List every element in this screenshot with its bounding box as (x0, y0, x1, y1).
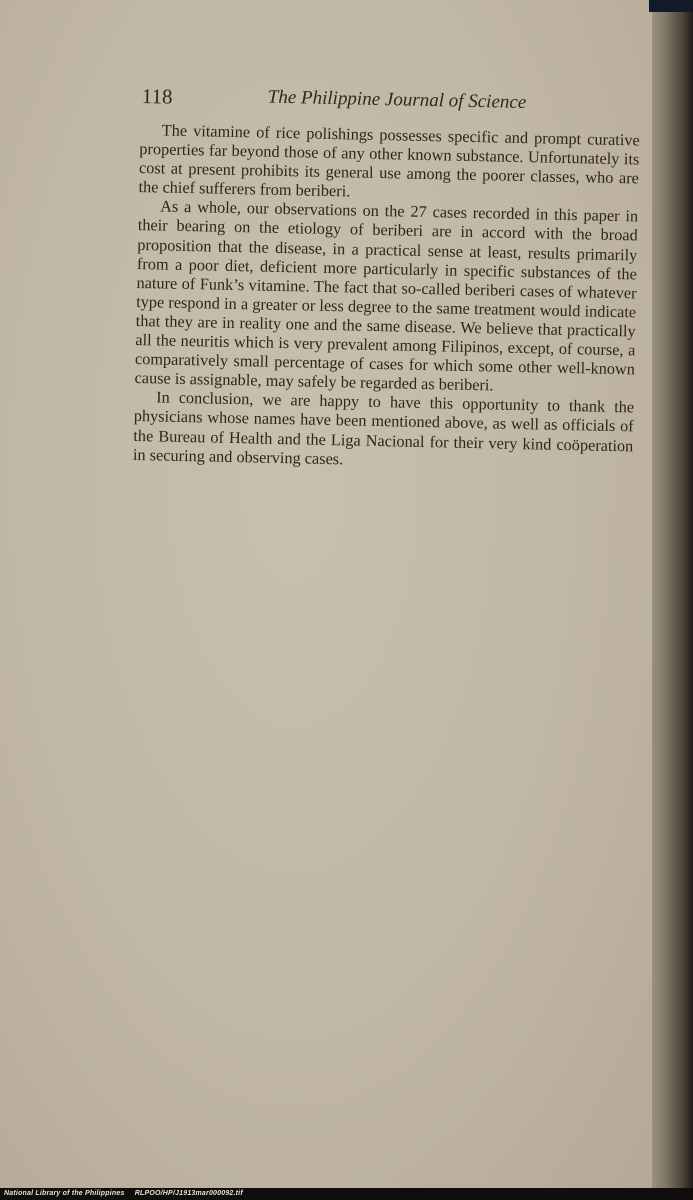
scan-footer (4, 1190, 251, 1197)
paragraph-observations: As a whole, our observations on the 27 cases recorded in this paper in their bearing on the etiology of beriberi are in accord with the broad proposition that the disease, in a practical sense at least, results primarily from a poor diet, deficient more particularly in specific substances of the nature of Funk’s vitamine. The fact that so-called beriberi cases of whatever type respond in a greater or less degree to the same treatment would indicate that they are in reality one and the same disease. We believe that practically all the neuritis which is very prevalent among Filipinos, except, of course, a comparatively small percentage of cases for which some other well-known cause is assignable, may safely be regarded as beriberi. (134, 196, 639, 395)
paragraph-conclusion: In conclusion, we are happy to have this opportunity to thank the physicians whose names have been mentioned above, as well as officials of the Bureau of Health and the Liga Nacional for their very kind coöperation in securing and observing cases. (132, 387, 635, 468)
page-number: 118 (141, 84, 173, 109)
scan-corner (649, 0, 693, 12)
file-identifier: RLPOO/HP/J1913mar000092.tif (134, 1190, 243, 1197)
body-text (133, 120, 640, 474)
journal-title: The Philippine Journal of Science (267, 86, 527, 114)
paragraph-vitamine: The vitamine of rice polishings possesses specific and prompt curative properties far beyond those of any other known substance. Unfortunately its cost at present prohibits its general use among the poorer classes, who are the chief sufferers from beriberi. (138, 120, 640, 201)
page-edge-shadow (652, 0, 693, 1200)
library-credit: National Library of the Philippines (4, 1190, 125, 1197)
